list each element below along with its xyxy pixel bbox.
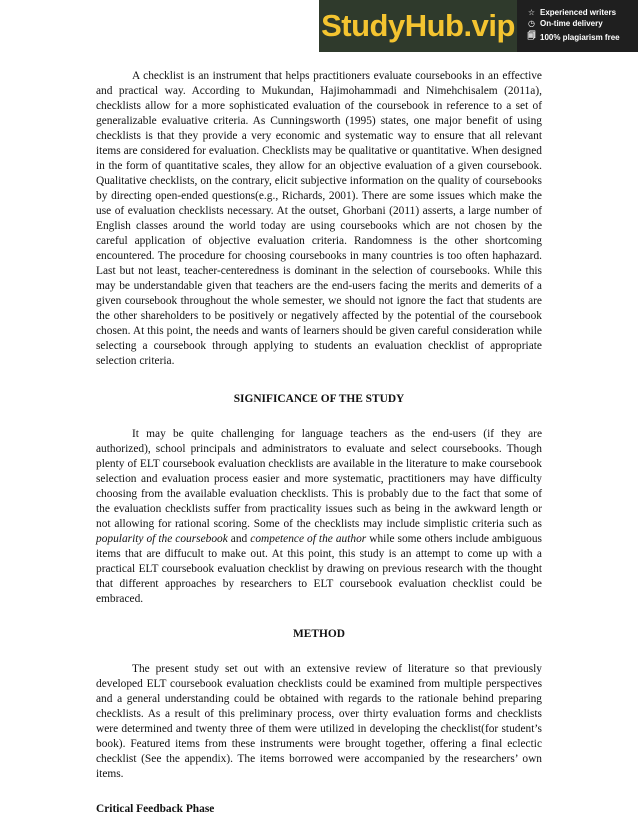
- heading-critical-feedback: Critical Feedback Phase: [96, 803, 215, 815]
- document-check-icon: 🗐: [527, 31, 536, 40]
- brand-logo-box[interactable]: [319, 0, 517, 52]
- feature-label: On-time delivery: [540, 19, 603, 28]
- feature-list: [517, 0, 638, 52]
- studyhub-banner[interactable]: [319, 0, 638, 52]
- heading-significance: SIGNIFICANCE OF THE STUDY: [233, 393, 405, 405]
- text-run: It may be quite challenging for language teachers as the end-users (if they are authorized), school principals and administrators to evaluate and select coursebooks. Though plenty of ELT coursebook evaluation checklists are available in the literature to make coursebook selection and evaluation process easier and more systematic, practitioners may have difficulty choosing from the available evaluation checklists. This is probably due to the fact that some of the evaluation checklists suffer from practicality issues such as being in the awkward length or not allowing for rational scoring. Some of the checklists may include simplistic criteria such as: [96, 428, 542, 530]
- text-run: while some others include ambiguous items that are diffucult to make out. At this point, this study is an attempt to come up with a practical ELT coursebook evaluation checklist by drawing on previous research with the thought that different approaches by researchers to ELT coursebook evaluation checklist could be embraced.: [96, 533, 542, 605]
- feature-plagiarism-free: [527, 30, 638, 44]
- heading-method: METHOD: [293, 628, 345, 640]
- star-icon: ☆: [527, 8, 536, 17]
- feature-label: 100% plagiarism free: [540, 32, 620, 42]
- feature-experienced-writers: [527, 8, 638, 17]
- paragraph-method: The present study set out with an extensive review of literature so that previously developed ELT coursebook evaluation checklists could be examined from multiple perspectives and a general understanding could be obtained with regards to the rationale behind preparing checklists. As a result of this preliminary process, over thirty evaluation forms and checklists were determined and twenty three of them were utilized in developing the checklist(for student’s book). Featured items from these instruments were brought together, offering a final eclectic checklist (See the appendix). The items borrowed were accompanied by the researchers’ own items.: [96, 663, 542, 780]
- feature-label: Experienced writers: [540, 8, 617, 17]
- paragraph-significance: [96, 427, 542, 607]
- italic-phrase: competence of the author: [250, 533, 367, 545]
- document-body: [96, 69, 542, 817]
- italic-phrase: popularity of the coursebook: [96, 533, 228, 545]
- clock-icon: ◷: [528, 19, 535, 28]
- text-run: and: [227, 533, 251, 545]
- paragraph-checklist-intro: A checklist is an instrument that helps practitioners evaluate coursebooks in an effective and practical way. According to Mukundan, Hajimohammadi and Nimehchisalem (2011a), checklists allow for a more sophisticated evaluation of the coursebook in reference to a set of generalizable evaluative criteria. As Cunningsworth (1995) states, one major benefit of using checklists is that they provide a very economic and systematic way to ensure that all relevant items are considered for evaluation. Checklists may be qualitative or quantitative. When designed in the form of quantitative scales, they allow for an objective evaluation of a given coursebook. Qualitative checklists, on the contrary, elicit subjective information on the quality of coursebooks by directing open-ended questions(e.g., Richards, 2001). There are some issues which make the use of evaluation checklists necessary. At the outset, Ghorbani (2011) asserts, a large number of English classes around the world today are using coursebooks which are not chosen by the careful application of objective evaluation criteria. Randomness is the other shortcoming encountered. The procedure for choosing coursebooks in many countries is too often haphazard. Last but not least, teacher-centeredness is dominant in the selection of coursebooks. While this may be understandable given that teachers are the end-users facing the merits and demerits of a given coursebook throughout the whole semester, we should not ignore the fact that students are the other shareholders to be positively or negatively affected by the potential of the coursebook chosen. At this point, the needs and wants of learners should be given careful consideration while selecting a coursebook through applying to students an evaluation checklist of appropriate selection criteria.: [96, 70, 542, 367]
- brand-logo[interactable]: StudyHub.vip: [321, 8, 515, 43]
- feature-on-time-delivery: [527, 19, 638, 28]
